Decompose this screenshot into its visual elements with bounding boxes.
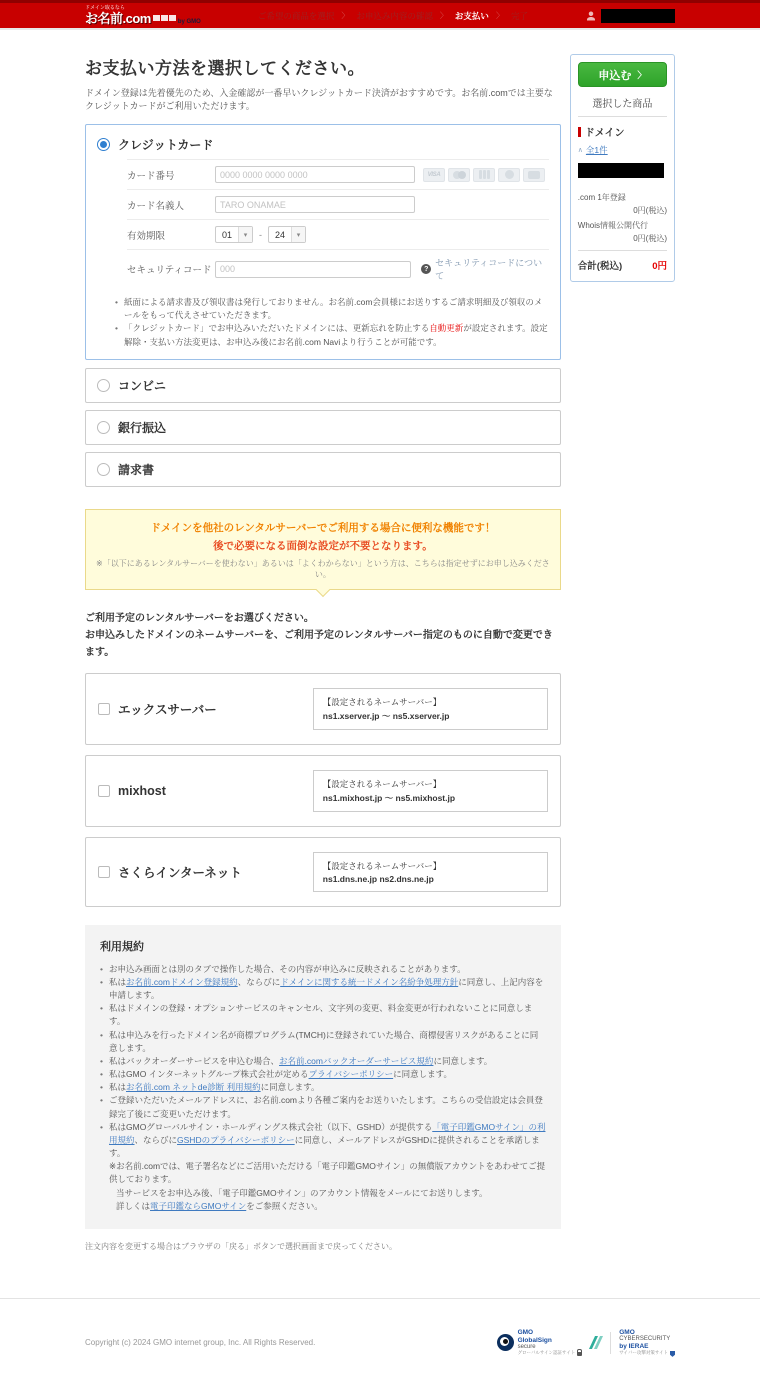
text-segment: に同意し、上記内容を申請します。 [109,976,544,1001]
expiry-label: 有効期限 [127,230,166,242]
text-segment: 私はGMO インターネットグループ株式会社が定める [109,1069,309,1080]
page-title: お支払い方法を選択してください。 [85,59,365,78]
text-segment: に同意します。 [260,1082,320,1093]
bank-transfer-radio[interactable] [97,421,110,434]
text-line [100,1121,546,1161]
server-option-xserver[interactable]: エックスサーバー 【設定されるネームサーバー】 ns1.xserver.jp ～ ns5.xserver.jp [85,673,561,745]
bullet-icon: • [100,1095,103,1106]
server-option-mixhost[interactable]: mixhost 【設定されるネームサーバー】 ns1.mixhost.jp ～ ns5.mixhost.jp [85,755,561,827]
text-segment: 私は [109,1082,127,1093]
bullet-icon: • [100,1055,103,1066]
chevron-right-icon: 〉 [495,11,504,20]
xserver-checkbox[interactable] [98,703,110,715]
text-line [100,1160,546,1186]
nameserver-info: 【設定されるネームサーバー】 ns1.xserver.jp ～ ns5.xserver.jp [313,688,548,730]
text-segment: 自動更新 [429,323,464,334]
text-segment: 私はドメインの登録・オプションサービスのキャンセル、文字列の変更、料金変更が行われないことに同意します。 [109,1003,533,1027]
text-line [100,1200,546,1213]
text-segment: に同意します。 [433,1055,493,1066]
credit-card-label: クレジットカード [118,138,214,152]
terms-link[interactable]: お名前.comバックオーダーサービス規約 [279,1055,434,1066]
card-holder-input[interactable] [215,196,415,213]
text-segment: 詳しくは [116,1200,151,1211]
terms-section [85,925,561,1229]
visa-icon: VISA [423,168,445,182]
terms-link[interactable]: お名前.comドメイン登録規約 [126,976,238,987]
payment-option-bank-transfer[interactable]: 銀行振込 [85,410,561,445]
chevron-right-icon: 〉 [439,11,448,20]
terms-link[interactable]: お名前.com ネットde診断 利用規約 [126,1082,261,1093]
diners-icon [523,168,545,182]
text-segment: 私はGMOグローバルサイン・ホールディングス株式会社（以下、GSHD）が提供する [109,1121,433,1132]
text-segment: に同意します。 [393,1069,452,1080]
total-value: 0円 [652,261,667,272]
page-subtitle: ドメイン登録は先着優先のため、入金確認が一番早いクレジットカード決済がおすすめです。お名前.comでは主要なクレジットカードがご利用いただけます。 [85,88,553,111]
step-select-product: ご希望の商品を選択 [257,10,335,21]
text-line [100,1002,546,1028]
chevron-down-icon: ▾ [238,227,252,242]
text-line [100,1029,546,1055]
security-code-help-link[interactable]: セキュリティコードについて [435,258,543,281]
lock-icon [577,1352,582,1356]
terms-link[interactable]: 「電子印鑑GMOサイン」の利用規約 [109,1121,546,1145]
site-footer [0,1298,760,1377]
invoice-radio[interactable] [97,463,110,476]
nameserver-info: 【設定されるネームサーバー】 ns1.dns.ne.jp ns2.dns.ne.jp [313,852,548,892]
nameserver-info: 【設定されるネームサーバー】 ns1.mixhost.jp ～ ns5.mixhost.jp [313,770,548,812]
product-name: .com 1年登録 [577,193,626,202]
text-line [100,963,546,976]
mixhost-checkbox[interactable] [98,785,110,797]
collapse-caret-icon: ∧ [577,147,583,154]
notice-pointer [316,583,330,597]
jcb-icon [473,168,495,182]
server-option-sakura[interactable]: さくらインターネット 【設定されるネームサーバー】 ns1.dns.ne.jp ns2.dns.ne.jp [85,837,561,907]
text-line [115,322,549,348]
terms-link[interactable]: 電子印鑑ならGMOサイン [150,1200,247,1211]
cybersecurity-slash-icon [592,1336,600,1349]
text-line [100,976,546,1002]
text-segment: 私は申込みを行ったドメイン名が商標プログラム(TMCH)に登録されていた場合、商標侵害リスクがあることに同意します。 [109,1029,539,1053]
order-summary-sidebar [570,54,675,282]
bullet-icon: • [100,963,103,974]
chevron-right-icon: 〉 [341,11,350,20]
card-holder-label: カード名義人 [127,200,185,212]
mastercard-icon [448,168,470,182]
cybersecurity-badge[interactable]: GMO CYBERSECURITY by IERAE サイバー攻撃対策サイト [619,1329,675,1357]
step-payment: お支払い [454,10,489,21]
security-code-label: セキュリティコード [127,265,212,276]
text-segment: 、ならびに [134,1134,178,1145]
bullet-icon: • [100,976,103,987]
logo-by-gmo: by GMO [177,19,201,25]
text-segment: が設定されます。設定解除・支払い方法変更は、お申込み後にお名前.com Naviより行うことが可能です。 [124,323,548,347]
text-segment: ご登録いただいたメールアドレスに、お名前.comより各種ご案内をお送りいたします。こちらの受信設定は会員登録完了後にご変更いただけます。 [109,1095,543,1119]
notice-line1: ドメインを他社のレンタルサーバーでご利用する場合に便利な機能です！ [150,521,496,534]
item-count-link[interactable]: 全1件 [585,145,608,155]
text-line [100,1081,546,1094]
security-code-input[interactable] [215,261,411,278]
globalsign-eye-icon [497,1334,514,1351]
step-confirm: お申込み内容の確認 [356,10,433,21]
text-segment: ※お名前.comでは、電子署名などにご活用いただける「電子印鑑GMOサイン」の無償版アカウントをあわせてご提供しております。 [109,1161,546,1185]
red-bar-icon [578,127,581,137]
credit-card-notes [115,296,549,349]
expiry-separator: - [259,229,263,240]
bullet-icon: • [100,1029,103,1040]
terms-link[interactable]: プライバシーポリシー [308,1069,394,1080]
arrow-right-icon: 〉 [637,70,647,80]
bullet-icon: • [100,1082,103,1093]
product-price: 0円(税込) [633,234,667,243]
copyright: Copyright (c) 2024 GMO internet group, Inc. All Rights Reserved. [85,1338,316,1348]
text-segment: 「クレジットカード」でお申込みいただいたドメインには、更新忘れを防止する [124,323,430,334]
text-segment: 私はバックオーダーサービスを申込む場合、 [109,1055,280,1066]
text-line [100,1187,546,1200]
shield-icon [670,1351,675,1357]
amex-icon [498,168,520,182]
rental-server-notice [85,509,561,590]
redacted-username [601,9,675,23]
text-segment: お申込み画面とは別のタブで操作した場合、その内容が申込みに反映されることがあります。 [109,963,466,974]
terms-title: 利用規約 [100,940,144,953]
breadcrumb [258,10,528,22]
onamae-logo[interactable] [85,6,201,25]
payment-option-konbini[interactable]: コンビニ [85,368,561,403]
redacted-domain-name [578,163,664,178]
bullet-icon: • [100,1121,103,1132]
chevron-down-icon: ▾ [291,227,305,242]
notice-line3: ※「以下にあるレンタルサーバーを使わない」あるいは「よくわからない」という方は、こちらは指定せずにお申し込みください。 [96,558,550,579]
text-line [115,296,549,322]
text-segment: 、ならびに [237,976,281,987]
terms-link[interactable]: ドメインに関する統一ドメイン名紛争処理方針 [280,976,459,987]
total-label: 合計(税込) [577,261,623,272]
notice-line2: 後で必要になる面倒な設定が不要となります。 [213,539,433,552]
logo-tagline: ドメイン取るなら [85,5,125,11]
sakura-checkbox[interactable] [98,866,110,878]
step-done: 完了 [510,10,528,21]
logo-badge-icons [153,15,176,21]
card-number-input[interactable] [215,166,415,183]
credit-card-option [85,124,561,360]
bullet-icon: • [115,323,118,334]
bullet-icon: • [100,1003,103,1014]
account-menu[interactable] [585,9,675,23]
text-line [100,1068,546,1081]
site-header [0,0,760,30]
card-number-label: カード番号 [127,170,175,182]
bottom-note: 注文内容を変更する場合はブラウザの「戻る」ボタンで選択画面まで戻ってください。 [85,1241,397,1251]
text-line [100,1055,546,1068]
apply-button[interactable]: 申込む 〉 [578,62,667,87]
card-brand-icons [423,168,545,182]
selected-products-title: 選択した商品 [578,87,667,117]
globalsign-badge[interactable]: GMO GlobalSign secure グローバルサイン認証サイト [497,1329,583,1356]
bullet-icon: • [100,1069,103,1080]
rental-server-intro: ご利用予定のレンタルサーバーをお選びください。 お申込みしたドメインのネームサーバーを、ご利用予定のレンタルサーバー指定のものに自動で変更できます。 [85,612,553,658]
text-line [100,1094,546,1120]
text-segment: 紙面による請求書及び領収書は発行しておりません。お名前.com会員様にお送りするご請求明細及び領収のメールをもって代えさせていただきます。 [124,297,543,321]
payment-option-invoice[interactable]: 請求書 [85,452,561,487]
divider [610,1332,611,1354]
domain-category: ドメイン [578,124,667,139]
text-segment: に同意し、メールアドレスがGSHDに提供されることを承諾します。 [109,1134,540,1159]
bullet-icon: • [115,297,118,307]
product-price: 0円(税込) [633,206,667,215]
logo-brand: お名前.com [85,11,151,26]
expiry-year-select[interactable]: 24 ▾ [268,226,306,243]
terms-list [100,963,546,1213]
text-segment: 私は [109,976,127,987]
user-icon [585,10,597,22]
text-segment: をご参照ください。 [246,1200,323,1211]
credit-card-radio[interactable] [97,138,110,151]
question-icon: ? [421,264,431,274]
terms-link[interactable]: GSHDのプライバシーポリシー [177,1134,295,1145]
text-segment: 当サービスをお申込み後、「電子印鑑GMOサイン」のアカウント情報をメールにてお送りします。 [116,1187,488,1198]
product-name: Whois情報公開代行 [577,221,649,230]
expiry-month-select[interactable]: 01 ▾ [215,226,253,243]
konbini-radio[interactable] [97,379,110,392]
